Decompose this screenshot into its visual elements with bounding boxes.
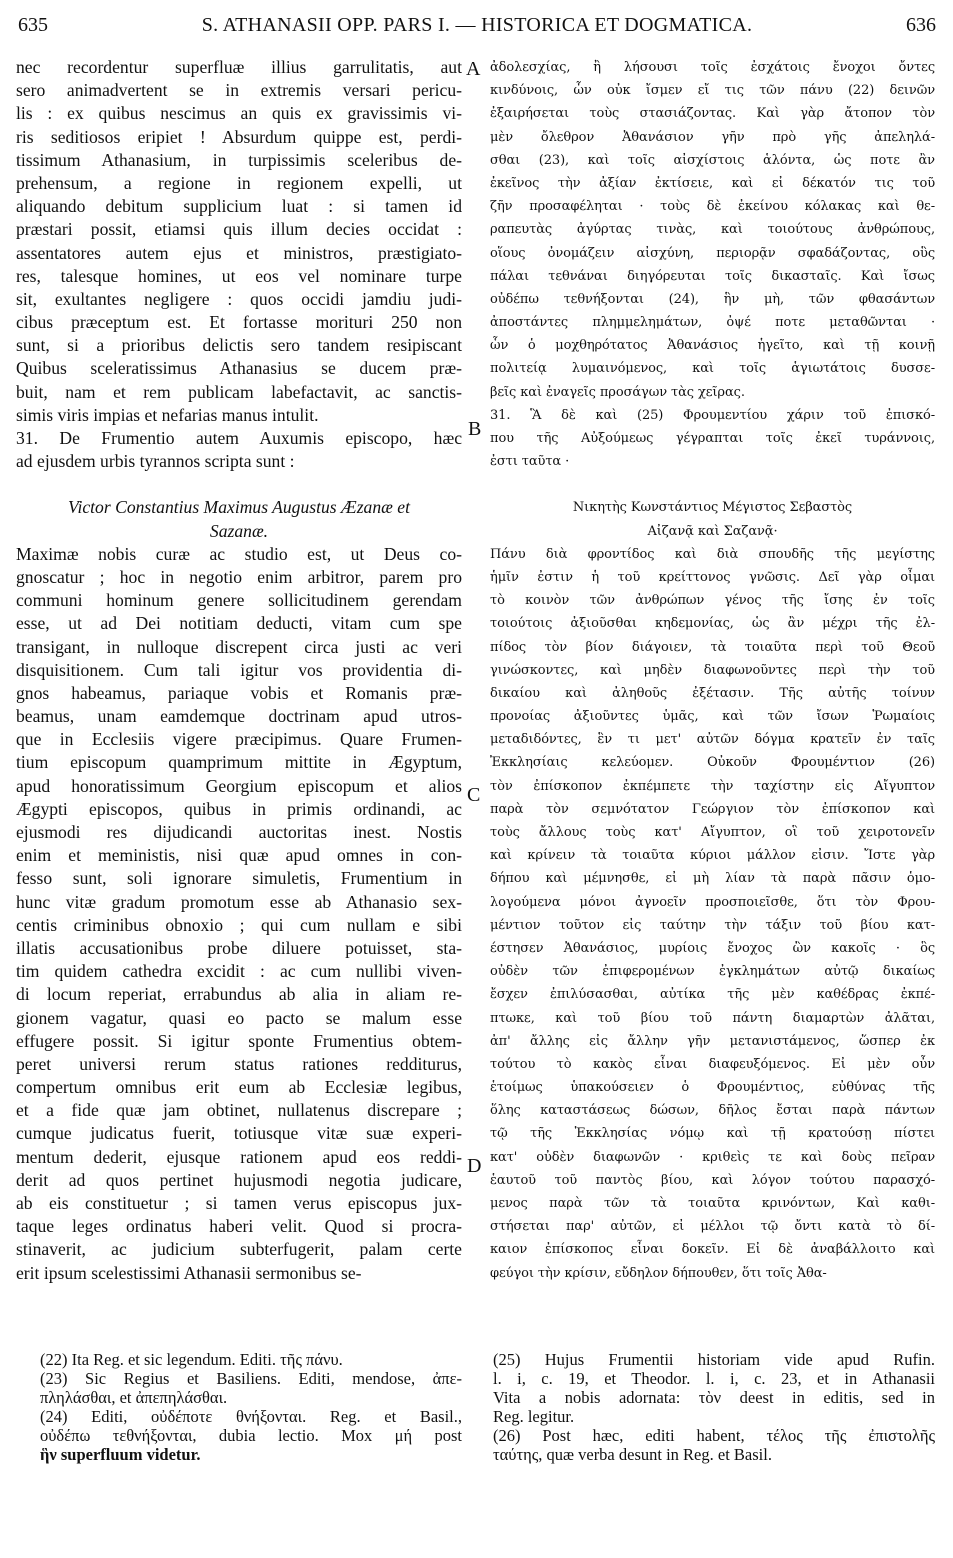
greek-text-line: ἑαυτοῦ τοῦ παντὸς βίου, καὶ λόγον τούτου παρασχό-	[490, 1172, 935, 1188]
greek-text-line: ὅλης καταστάσεως δώσων, δῆλος ἔσται παρὰ πάντων	[490, 1103, 935, 1119]
greek-text-line: μέντιον τοῦτον εἰς ταύτην τὴν τάξιν τοῦ βίου κατ-	[490, 917, 935, 933]
greek-text-line: πολιτείᾳ λυμαινόμενος, καὶ τοῖς ἁγιωτάτοις δυσσε-	[490, 361, 935, 377]
latin-text-line: cibus præceptum est. Et fortasse morituri 250 non	[16, 312, 462, 333]
latin-text-line: que in Ecclesiis vigere præcipimus. Quare Frumen-	[16, 729, 462, 750]
greek-text-line: 31. Ἃ δὲ καὶ (25) Φρουμεντίου χάριν τοῦ ἐπισκό-	[490, 407, 935, 423]
greek-text-line: λογούμενα μόνοι ἀγνοεῖν προσποιεῖσθε, ὅτι τὸν Φρου-	[490, 894, 935, 910]
running-title: S. ATHANASII OPP. PARS I. — HISTORICA ET DOGMATICA.	[201, 14, 753, 36]
footnote-line: (25) Hujus Frumentii historiam vide apud Rufin.	[493, 1350, 935, 1369]
latin-text-line: et a fide quæ jam obtinet, nullatenus discrepare ;	[16, 1100, 462, 1121]
latin-text-line: mentum dederit, ejusque rationem apud eos reddi-	[16, 1146, 462, 1167]
latin-text-line: esse, ut ad Dei notitiam deducti, vitam cum spe	[16, 613, 462, 634]
latin-text-line: enim et meministis, nisi quæ apud omnes in con-	[16, 845, 462, 866]
greek-text-line: καιον ἐπίσκοπος εἶναι δοκεῖν. Εἰ δὲ ἀναβάλλοιτο καὶ	[490, 1242, 935, 1258]
latin-text-line: effugere possit. Si igitur sponte Frumentius obtem-	[16, 1030, 462, 1051]
latin-text-line: aliquando debitum supplicium luat : si tamen id	[16, 196, 462, 217]
greek-text-line: μεταδιδόντες, ἓν τι μετ' αὐτῶν δόγμα κρατεῖν ἐν ταῖς	[490, 732, 935, 748]
greek-letter-title: Αἰζανᾷ καὶ Σαζανᾷ·	[647, 523, 778, 539]
latin-text-line: ejusmodi res dijudicandi auctoritas inest. Nostis	[16, 822, 462, 842]
greek-text-line: τῷ τῆς Ἐκκλησίας νόμῳ καὶ τῇ κρατούσῃ πίστει	[490, 1126, 935, 1142]
greek-letter-title: Νικητὴς Κωνστάντιος Μέγιστος Σεβαστὸς	[572, 500, 853, 516]
greek-text-line: ὧν ὁ μοχθηρότατος Ἀθανάσιος ἡγεῖτο, καὶ τῇ κοινῇ	[490, 338, 935, 354]
latin-text-line: tim quidem cathedra excidit : ac cum nullibi viven-	[16, 961, 462, 982]
greek-text-line: βεῖς καὶ ἐναγεῖς προσάγων τὰς χεῖρας.	[490, 384, 745, 400]
latin-letter-title: Sazanæ.	[209, 520, 269, 541]
latin-text-line: transigant, in nulloque discrepent circa justi ac veri	[16, 636, 462, 657]
greek-text-line: ἑτοίμως ὑπακούσειεν ὁ Φρουμέντιος, εὐθύνας τῆς	[490, 1080, 935, 1096]
greek-text-line: κατ' οὐδὲν διαφωνῶν · κριθεὶς τε καὶ δοὺς πεῖραν	[490, 1149, 935, 1165]
latin-letter-title: Victor Constantius Maximus Augustus Æzanæ et	[68, 497, 410, 518]
greek-text-line: ἡμῖν ἐστιν ἡ τοῦ κρείττονος γνῶσις. Δεῖ γὰρ οἶμαι	[490, 569, 935, 585]
latin-text-line: sit, exultantes negligere : quos occidi jamdiu judi-	[16, 288, 462, 309]
greek-text-line: τούτου τὸ κακὸς εἶναι διαφευξόμενος. Εἰ μὲν οὖν	[490, 1056, 935, 1072]
page-number-right: 636	[906, 14, 936, 36]
latin-text-line: stinaverit, ac judicium subterfugerit, palam certe	[16, 1239, 462, 1260]
greek-text-line: έστησεν Ἀθανάσιος, μυρίοις ἔνοχος ὢν κακοῖς · ὃς	[490, 940, 935, 956]
latin-text-line: illatis accusationibus probe diluere potuisset, sta-	[16, 937, 462, 958]
greek-text-line: ἐξαιρήσεται τοὺς στασιάζοντας. Καὶ γὰρ ἄτοπον τὸν	[490, 106, 935, 122]
latin-text-line: beamus, unam eamdemque doctrinam apud utros-	[16, 706, 462, 727]
greek-text-line: οὐδέπω τεθνήξονται (24), ἣν μὴ, τῶν φθασάντων	[490, 291, 935, 307]
margin-marker-c: C	[467, 784, 481, 806]
latin-text-line: Maximæ nobis curæ ac studio est, ut Deus co-	[16, 543, 462, 564]
footnote-line: ἣν superfluum videtur.	[40, 1445, 201, 1464]
greek-text-line: Ἐκκλησίαις κελεύομεν. Οὐκοῦν Φρουμέντιον (26)	[490, 755, 935, 771]
latin-text-line: tium episcopum quamprimum mittite in Ægyptum,	[16, 752, 462, 773]
greek-text-line: σθαι (23), καὶ τοῖς αἰσχίστοις ἁλόντα, ὡς ποτε ἂν	[490, 152, 935, 168]
greek-text-line: μὲν ὄλεθρον Ἀθανάσιον γῆν πρὸ γῆς ἀπεληλά-	[490, 129, 935, 145]
latin-text-line: assentatores autem ejus et ministros, præstigiato-	[16, 242, 462, 263]
latin-text-line: lis : ex quibus nescimus an quis ex gravissimis vi-	[16, 103, 462, 124]
latin-text-line: ad ejusdem urbis tyrannos scripta sunt :	[16, 451, 295, 472]
greek-text-line: δικαίου καὶ ἀληθοῦς ἐξέτασιν. Τῆς αὐτῆς τοίνυν	[490, 685, 935, 701]
latin-text-line: Ægypti episcopos, quibus in primis ordinandi, ac	[16, 798, 462, 819]
greek-text-line: τὸ κοινὸν τῶν ἀνθρώπων γένος τῆς ἴσης ἐν τοῖς	[490, 593, 935, 609]
latin-text-line: di locum reperiat, errabundus ab alia in aliam re-	[16, 984, 462, 1005]
greek-text-line: τοὺς ἄλλους τοὺς κατ' Αἴγυπτον, οἳ τοῦ χειροτονεῖν	[490, 825, 935, 840]
greek-text-line: πτωκε, καὶ τοῦ βίου τοῦ πάντη διαμαρτὼν ἀλᾶται,	[490, 1010, 935, 1026]
latin-text-line: fesso sunt, soli ignorare simuletis, Frumentium in	[16, 868, 462, 889]
latin-text-line: nec recordentur superfluæ illius garrulitatis, aut	[16, 57, 462, 77]
greek-text-line: οὐδὲν τῶν ἐπιφερομένων ἐγκλημάτων αὐτῷ δικαίως	[490, 964, 935, 980]
latin-text-line: cumque judicatus fuerit, totiusque vitæ suæ experi-	[16, 1123, 462, 1144]
footnote-line: Reg. legitur.	[493, 1407, 575, 1426]
footnotes-right	[493, 1350, 935, 1464]
greek-text-line: τὸν ἐπίσκοπον ἐκπέμπετε τὴν ταχίστην εἰς Αἴγυπτον	[490, 778, 935, 794]
latin-text-line: præstari possit, etiamsi quis illum decies occidat :	[16, 219, 462, 240]
footnote-line: (22) Ita Reg. et sic legendum. Editi. τῆς πάνυ.	[40, 1350, 343, 1369]
greek-text-line: ἔσχεν ἐπιλύσασθαι, αὐτίκα τῆς μὲν καθέδρας ἐκπέ-	[490, 987, 935, 1003]
greek-text-line: φεύγοι τὴν κρίσιν, εὔδηλον δήπουθεν, ὅτι τοῖς Ἀθα-	[490, 1265, 827, 1281]
greek-text-line: στήσεται παρ' αὐτῶν, εἰ μέλλοι τῷ ὄντι κατὰ τὸ δί-	[490, 1219, 935, 1235]
latin-text-line: tissimum Athanasium, in turpissimis sceleribus de-	[16, 149, 462, 170]
greek-text-line: καὶ κρίνειν τὰ τοιαῦτα κύριοι μάλλον εἰσιν. Ἴστε γὰρ	[490, 848, 935, 864]
latin-text-line: compertum omnibus erit eum ab Ecclesiæ legibus,	[16, 1077, 462, 1098]
latin-text-line: taque leges ordinatus haberi velit. Quod si procra-	[16, 1216, 462, 1237]
latin-text-line: gnoscatur ; hoc in negotio enim arbitror, parem pro	[16, 566, 462, 587]
footnotes-left	[40, 1350, 462, 1464]
greek-text-line: κινδύνοις, ὧν οὐκ ἴσμεν εἴ τις τῶν πάνυ (22) δεινῶν	[490, 83, 935, 99]
latin-text-line: ris seditiosos eripiet ! Absurdum quippe est, perdi-	[16, 126, 462, 147]
greek-text-line: που τῆς Αὐξούμεως γέγραπται τοῖς ἐκεῖ τυράννοις,	[490, 431, 935, 446]
latin-text-line: communi hominum genere sollicitudinem gerendam	[16, 590, 462, 611]
footnote-line: (24) Editi, οὐδέποτε θνήξονται. Reg. et Basil.,	[40, 1407, 462, 1426]
greek-text-line: ἀδολεσχίας, ἢ λήσουσι τοῖς ἐσχάτοις ἔνοχοι ὄντες	[490, 60, 935, 75]
latin-text-line: hunc vitæ gradum promotum esse ab Athanasio sex-	[16, 891, 462, 912]
latin-text-line: disquisitionem. Cum tali igitur vos providentia di-	[16, 659, 462, 680]
latin-text-line: sero animadvertent se in extremis versari pericu-	[16, 80, 462, 101]
footnote-line: Vita a nobis adornata: τὸν deest in editis, sed in	[493, 1388, 935, 1407]
latin-text-line: ab eis constituetur ; si tamen verus episcopus jux-	[16, 1193, 462, 1213]
latin-text-line: buit, nam et rem publicam labefactavit, ac sanctis-	[16, 381, 462, 402]
greek-text-line: δήπου καὶ μέμνησθε, εἰ μὴ λίαν τὰ παρὰ πᾶσιν ὁμο-	[490, 871, 935, 887]
footnote-line: (26) Post hæc, editi habent, τέλος τῆς ἐπιστολῆς	[493, 1426, 935, 1445]
latin-text-line: res, talesque homines, ut eos vel nominare turpe	[16, 265, 462, 286]
greek-column	[490, 56, 935, 1285]
footnote-line: l. i, c. 19, et Theodor. l. i, c. 23, et in Athanasii	[493, 1369, 935, 1388]
greek-text-line: ζῆν προσαφέληται · τοὺς δὲ ἐκείνου κόλακας καὶ θε-	[490, 199, 935, 215]
latin-text-line: prehensum, a regione in regionem expelli, ut	[16, 172, 462, 193]
footnote-line: ταύτης, quæ verba desunt in Reg. et Basil.	[493, 1445, 772, 1464]
footnote-line: πληλάσθαι, et ἀπεπηλάσθαι.	[40, 1388, 228, 1407]
latin-text-line: simis viris impias et nefarias manus intulit.	[16, 404, 319, 425]
running-header	[18, 14, 936, 44]
greek-text-line: μενος παρὰ τῶν τὰ τοιαῦτα κρινόντων, Καὶ καθι-	[490, 1196, 935, 1211]
latin-text-line: peret universi rerum status rationes redditurus,	[16, 1053, 462, 1074]
latin-column	[16, 56, 462, 1285]
greek-text-line: Πάνυ διὰ φροντίδος καὶ διὰ σπουδῆς τῆς μεγίστης	[490, 546, 935, 562]
latin-text-line: gnos habeamus, pariaque vobis et Romanis præ-	[16, 682, 462, 703]
latin-text-line: centis criminibus obnoxio ; qui cum nullam e sibi	[16, 914, 462, 935]
greek-text-line: πίδος τὸν βίον διάγοιεν, τὰ τοιαῦτα περὶ τοῦ Θεοῦ	[490, 639, 935, 655]
latin-text-line: sunt, si a prioribus delictis sero tandem resipiscant	[16, 335, 462, 356]
greek-text-line: τοιούτοις ἀξιοῦσθαι κηδεμονίας, ὡς ἂν μέχρι τῆς ἐλ-	[490, 616, 935, 632]
footnote-line: (23) Sic Regius et Basiliens. Editi, mendose, ἀπε-	[40, 1369, 462, 1388]
greek-text-line: ραπευτὰς ἀγύρτας τινὰς, καὶ τοιούτους ἀνθρώπους,	[490, 222, 935, 238]
latin-text-line: Quibus sceleratissimus Athanasius se ducem præ-	[16, 358, 462, 379]
margin-marker-a: A	[466, 58, 481, 80]
latin-text-line: 31. De Frumentio autem Auxumis episcopo, hæc	[16, 428, 462, 448]
greek-text-line: προνοίας ἀξιοῦντες ὑμᾶς, καὶ τῶν ἴσων Ῥωμαίοις	[490, 709, 935, 725]
latin-text-line: apud honoratissimum Georgium episcopum et alios	[16, 775, 462, 796]
latin-text-line: erit ipsum scelestissimi Athanasii sermonibus se-	[16, 1262, 362, 1283]
greek-text-line: ἐστι ταῦτα ·	[490, 454, 570, 470]
latin-text-line: derit ad quos pertinet hujusmodi negotia judicare,	[16, 1169, 462, 1190]
margin-marker-b: B	[468, 418, 482, 440]
greek-text-line: πάλαι τεθνάναι διηγόρευται τοῖς δικασταῖς. Καὶ ἴσως	[490, 268, 935, 284]
latin-text-line: gionem vagatur, quasi eo pacto se malum esse	[16, 1007, 462, 1028]
page-number-left: 635	[18, 14, 48, 36]
greek-text-line: γινώσκοντες, καὶ μηδὲν διαφωνοῦντες περὶ τὴν τοῦ	[490, 662, 935, 678]
greek-text-line: ἐκεῖνος τὴν ἀξίαν ἐκτίσειε, καὶ εἰ δέκατόν τις τοῦ	[490, 175, 935, 191]
margin-marker-d: D	[467, 1155, 482, 1177]
footnote-line: οὐδέπω τεθνήξονται, dubia lectio. Mox μή post	[40, 1426, 462, 1445]
greek-text-line: ἀπ' ἄλλης εἰς ἄλλην γῆν μετανιστάμενος, ὥσπερ ἐκ	[490, 1033, 935, 1049]
greek-text-line: παρὰ τὸν σεμνότατον Γεώργιον τὸν ἐπίσκοπον καὶ	[490, 801, 935, 817]
greek-text-line: οἵους ὀνομάζειν αἰσχύνη, περιορᾷν σφαδάζοντας, οὓς	[490, 245, 935, 261]
greek-text-line: ἀποστάντες πλημμελημάτων, ὀψέ ποτε μεταθῶνται ·	[490, 315, 935, 331]
